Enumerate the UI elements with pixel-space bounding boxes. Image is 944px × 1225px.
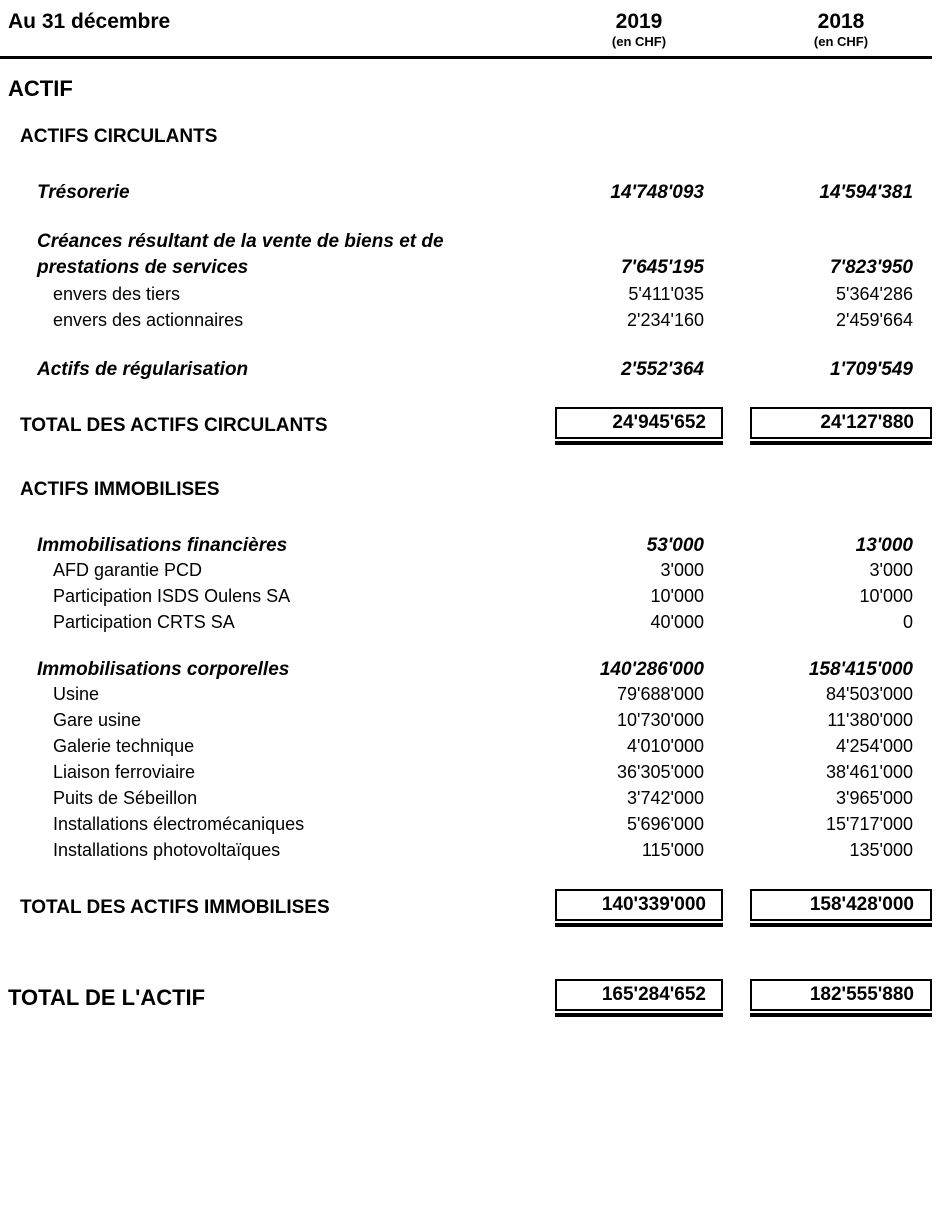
value-2018: 11'380'000 [827,710,913,730]
table-row-envers-actionnaires [8,307,932,333]
table-row-participation-crts [8,609,932,635]
value-2018: 84'503'000 [826,684,913,704]
table-row-puits-sebeillon [8,785,932,811]
value-2019: 115'000 [641,840,704,860]
total-value-2019: 140'339'000 [555,889,723,921]
value-2018: 0 [902,612,913,632]
subsection-heading-actifs-circulants [8,126,932,148]
row-label: Participation ISDS Oulens SA [53,586,291,606]
value-2019: 2'234'160 [627,310,704,330]
section-heading-actif [8,76,932,102]
total-label: TOTAL DES ACTIFS CIRCULANTS [20,415,328,436]
value-2019: 7'645'195 [620,257,704,278]
value-2018: 38'461'000 [826,762,913,782]
value-2018: 3'000 [869,560,913,580]
row-label: Immobilisations corporelles [37,659,290,680]
row-label: AFD garantie PCD [53,560,203,580]
value-2019: 3'000 [660,560,704,580]
total-value-2018: 158'428'000 [750,889,932,921]
value-2019: 10'730'000 [617,710,704,730]
row-label: Actifs de régularisation [37,359,249,380]
value-2019: 2'552'364 [620,359,704,380]
table-row-galerie-technique [8,733,932,759]
value-2018: 10'000 [859,586,913,606]
grand-total-label: TOTAL DE L'ACTIF [8,985,206,1010]
table-row-installations-electromecaniques [8,811,932,837]
value-2018: 5'364'286 [836,284,913,304]
column-header-2019 [555,10,723,50]
total-value-frame [555,407,723,445]
table-row-gare-usine [8,707,932,733]
year-label: 2018 [817,10,865,33]
row-label: Installations photovoltaïques [53,840,281,860]
total-value-2019: 24'945'652 [555,407,723,439]
table-row-immobilisations-corporelles [8,659,932,681]
row-label: Trésorerie [37,182,130,203]
row-label: envers des actionnaires [53,310,244,330]
table-row-afd-garantie-pcd [8,557,932,583]
value-2019: 5'696'000 [627,814,704,834]
value-2019: 36'305'000 [617,762,704,782]
table-row-creances [8,229,932,281]
value-2018: 7'823'950 [829,257,913,278]
value-2018: 14'594'381 [819,182,913,203]
value-2019: 3'742'000 [627,788,704,808]
table-row-usine [8,681,932,707]
row-label: Participation CRTS SA [53,612,235,632]
row-label: Puits de Sébeillon [53,788,198,808]
value-2018: 158'415'000 [808,659,913,680]
row-label: Liaison ferroviaire [53,762,196,782]
value-2018: 1'709'549 [829,359,913,380]
value-2018: 15'717'000 [826,814,913,834]
total-value-frame [750,979,932,1017]
value-2019: 5'411'035 [628,284,704,304]
subsection-title: ACTIFS IMMOBILISES [20,479,220,500]
total-value-frame [750,407,932,445]
row-label: Usine [53,684,100,704]
value-2019: 79'688'000 [617,684,704,704]
row-label-line1: Créances résultant de la vente de biens et de [37,231,444,252]
table-row-participation-isds [8,583,932,609]
total-value-frame [750,889,932,927]
value-2018: 135'000 [849,840,913,860]
value-2019: 4'010'000 [627,736,704,756]
row-label: envers des tiers [53,284,181,304]
row-label: Immobilisations financières [37,535,288,556]
row-label-line2: prestations de services [37,257,249,278]
table-row-liaison-ferroviaire [8,759,932,785]
table-row-immobilisations-financieres [8,535,932,557]
value-2018: 2'459'664 [836,310,913,330]
row-label [8,229,528,281]
document-header [8,0,932,50]
row-label: Gare usine [53,710,142,730]
currency-unit-label: (en CHF) [813,34,869,49]
total-value-2018: 24'127'880 [750,407,932,439]
subsection-heading-actifs-immobilises [8,479,932,501]
total-label: TOTAL DES ACTIFS IMMOBILISES [20,897,330,918]
value-2018: 13'000 [855,535,913,556]
total-value-frame [555,889,723,927]
table-row-actifs-regularisation [8,359,932,381]
subsection-title: ACTIFS CIRCULANTS [20,126,218,147]
row-label: Galerie technique [53,736,195,756]
value-2019: 14'748'093 [610,182,704,203]
value-2018: 3'965'000 [836,788,913,808]
value-2019: 40'000 [650,612,704,632]
value-2018: 4'254'000 [836,736,913,756]
year-label: 2019 [615,10,663,33]
table-row-envers-tiers [8,281,932,307]
header-divider [0,56,932,59]
total-row-actifs-immobilises [8,889,932,927]
page-title: Au 31 décembre [8,10,171,33]
total-value-frame [555,979,723,1017]
table-row-tresorerie [8,182,932,204]
total-row-actifs-circulants [8,407,932,445]
row-label: Installations électromécaniques [53,814,305,834]
column-header-2018 [750,10,932,50]
grand-total-value-2018: 182'555'880 [750,979,932,1011]
currency-unit-label: (en CHF) [611,34,667,49]
table-row-installations-photovoltaiques [8,837,932,863]
grand-total-value-2019: 165'284'652 [555,979,723,1011]
grand-total-row-actif [8,979,932,1017]
value-2019: 53'000 [646,535,704,556]
section-title: ACTIF [8,76,73,101]
value-2019: 140'286'000 [599,659,704,680]
value-2019: 10'000 [650,586,704,606]
